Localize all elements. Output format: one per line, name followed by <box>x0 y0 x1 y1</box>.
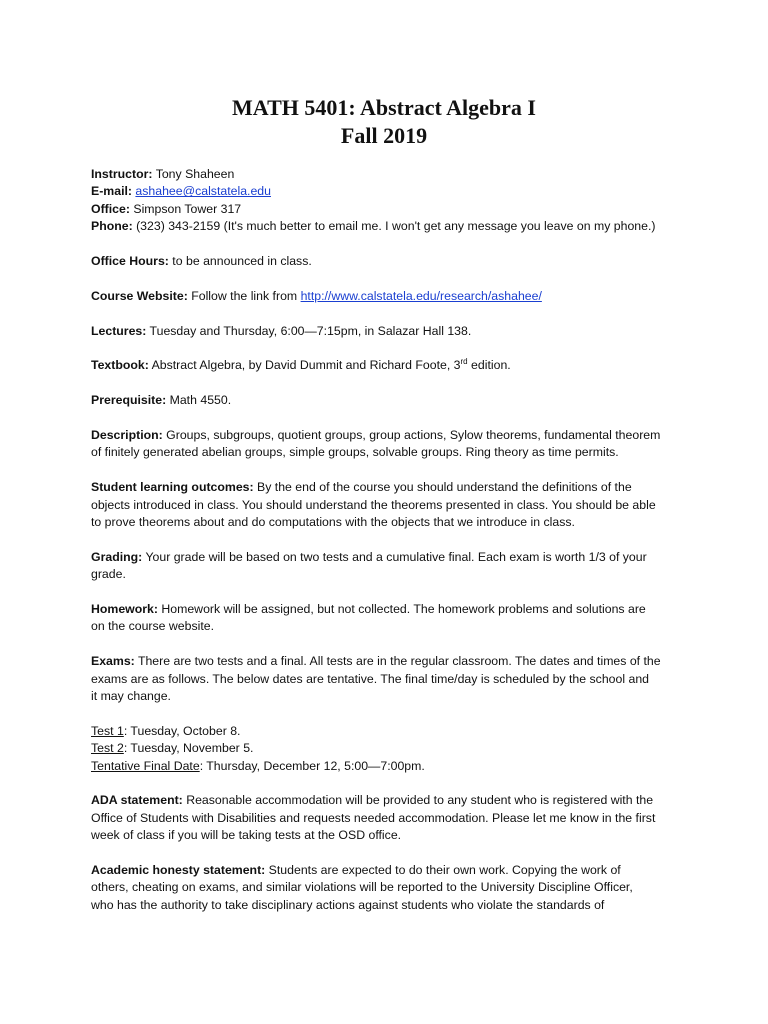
course-website-link[interactable]: http://www.calstatela.edu/research/ashahee/ <box>300 288 542 303</box>
description-label: Description: <box>91 428 163 442</box>
test-dates-section <box>91 723 691 775</box>
honesty-line-2: others, cheating on exams, and similar violations will be reported to the University Discipline Officer, <box>91 880 633 895</box>
honesty-line-1: Students are expected to do their own work. Copying the work of <box>265 863 621 878</box>
instructor-line <box>91 166 691 183</box>
prerequisite-section <box>91 392 691 409</box>
exams-line-2: exams are as follows. The below dates are tentative. The final time/day is scheduled by the school and <box>91 671 650 686</box>
outcomes-line-3: to prove theorems about and do computations with the objects that we introduce in class. <box>91 515 575 530</box>
outcomes-section <box>91 479 691 531</box>
exams-line-3: it may change. <box>91 689 171 704</box>
homework-label: Homework: <box>91 602 158 617</box>
email-line <box>91 183 691 200</box>
ada-label: ADA statement: <box>91 793 183 808</box>
office-hours-section <box>91 253 691 270</box>
final-date-line <box>91 758 691 775</box>
homework-line-2: on the course website. <box>91 619 215 634</box>
honesty-line-3: who has the authority to take disciplinary actions against students who violate the standards of <box>91 897 605 912</box>
grading-label: Grading: <box>91 549 143 564</box>
instructor-value: Tony Shaheen <box>152 167 235 181</box>
description-line-2: of finitely generated abelian groups, simple groups, solvable groups. Ring theory as time permits. <box>91 445 619 460</box>
course-website-text: Follow the link from <box>187 288 301 303</box>
office-hours-label: Office Hours: <box>91 254 169 269</box>
test-2-label: Test 2 <box>91 741 124 756</box>
description-section <box>91 427 691 462</box>
textbook-section <box>91 357 691 374</box>
outcomes-line-1: By the end of the course you should understand the definitions of the <box>253 480 632 495</box>
email-link[interactable]: ashahee@calstatela.edu <box>135 184 271 199</box>
instructor-label: Instructor: <box>91 167 153 181</box>
email-label: E-mail: <box>91 184 132 199</box>
office-line <box>91 201 691 218</box>
document-title <box>0 94 768 150</box>
final-date-label: Tentative Final Date <box>91 758 200 773</box>
homework-section <box>91 601 691 636</box>
ada-section <box>91 792 691 844</box>
grading-section <box>91 549 691 584</box>
contact-section <box>91 166 691 236</box>
final-date-value: : Thursday, December 12, 5:00—7:00pm. <box>199 758 425 773</box>
ada-line-3: week of class if you will be taking tests at the OSD office. <box>91 828 402 843</box>
office-hours-value: to be announced in class. <box>168 254 312 269</box>
phone-label: Phone: <box>91 219 133 234</box>
textbook-suffix: edition. <box>467 358 511 373</box>
test-1-label: Test 1 <box>91 723 124 738</box>
ada-line-2: Office of Students with Disabilities and requests needed accommodation. Please let me know in the first <box>91 810 656 825</box>
office-value: Simpson Tower 317 <box>129 201 242 216</box>
lectures-section <box>91 323 691 340</box>
test-1-value: : Tuesday, October 8. <box>123 723 241 738</box>
phone-line <box>91 218 691 235</box>
phone-value: (323) 343-2159 (It's much better to email me. I won't get any message you leave on my phone.) <box>132 219 656 234</box>
honesty-label: Academic honesty statement: <box>91 863 266 878</box>
test-2-value: : Tuesday, November 5. <box>123 741 254 756</box>
course-title: MATH 5401: Abstract Algebra I <box>232 95 536 120</box>
syllabus-body <box>91 166 691 914</box>
edition-superscript: rd <box>460 357 468 367</box>
course-website-label: Course Website: <box>91 288 188 303</box>
textbook-label: Textbook: <box>91 358 149 373</box>
exams-line-1: There are two tests and a final. All tests are in the regular classroom. The dates and times of the <box>134 654 661 669</box>
honesty-section <box>91 862 691 914</box>
prerequisite-value: Math 4550. <box>166 393 232 408</box>
lectures-value: Tuesday and Thursday, 6:00—7:15pm, in Salazar Hall 138. <box>146 323 472 338</box>
description-line-1: Groups, subgroups, quotient groups, group actions, Sylow theorems, fundamental theorem <box>162 428 661 442</box>
exams-section <box>91 653 691 705</box>
outcomes-line-2: objects introduced in class. You should understand the theorems presented in class. You should be able <box>91 497 656 512</box>
exams-label: Exams: <box>91 654 135 669</box>
prerequisite-label: Prerequisite: <box>91 393 167 408</box>
ada-line-1: Reasonable accommodation will be provided to any student who is registered with the <box>182 793 654 808</box>
homework-line-1: Homework will be assigned, but not collected. The homework problems and solutions are <box>157 602 646 617</box>
term-title: Fall 2019 <box>340 123 428 148</box>
lectures-label: Lectures: <box>91 323 147 338</box>
grading-line-1: Your grade will be based on two tests and a cumulative final. Each exam is worth 1/3 of your <box>142 549 647 564</box>
office-label: Office: <box>91 201 130 216</box>
grading-line-2: grade. <box>91 567 126 582</box>
course-website-section <box>91 288 691 305</box>
textbook-value: Abstract Algebra, by David Dummit and Richard Foote, 3 <box>148 358 461 373</box>
test-1-line <box>91 723 691 740</box>
outcomes-label: Student learning outcomes: <box>91 480 254 495</box>
test-2-line <box>91 740 691 757</box>
